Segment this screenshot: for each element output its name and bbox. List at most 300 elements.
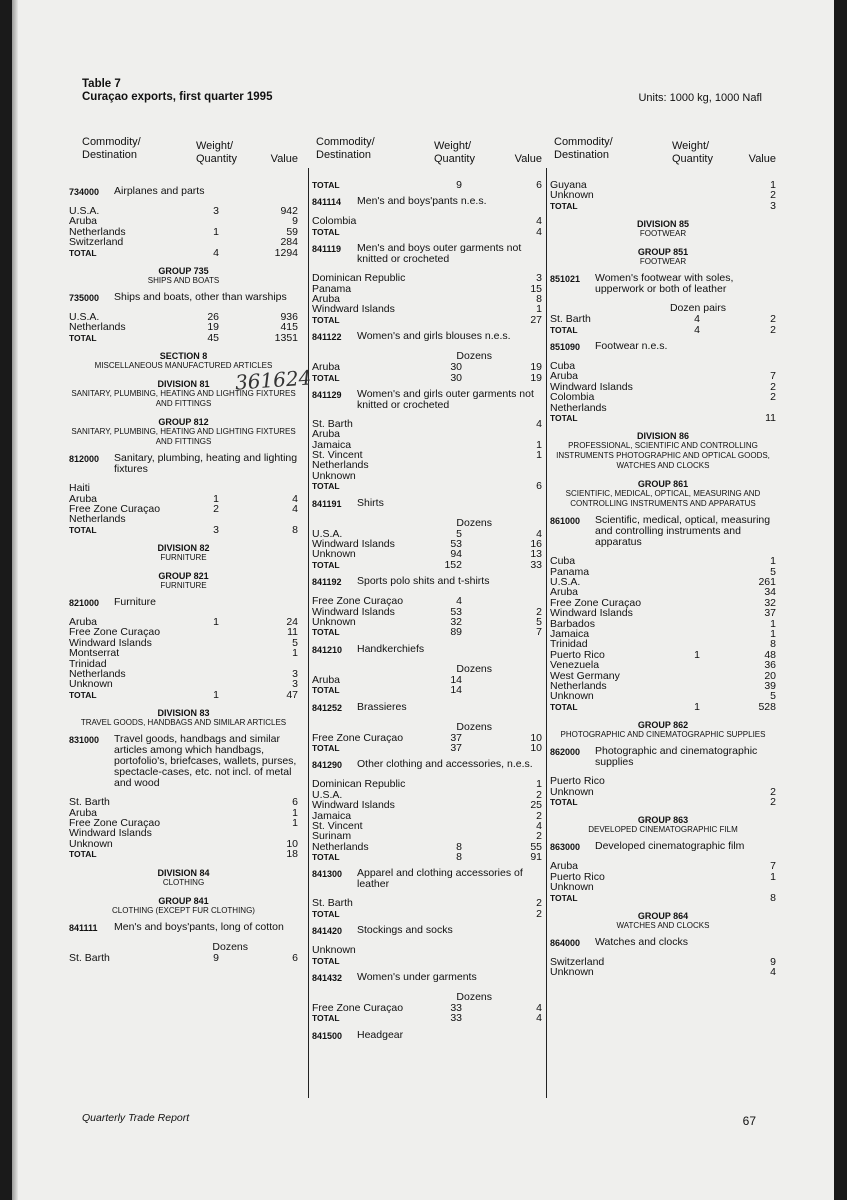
value-cell: 1 (292, 647, 298, 660)
destination-cell: Unknown (69, 837, 113, 850)
destination-cell: Windward Islands (312, 605, 395, 618)
total-row (550, 201, 776, 211)
value-cell: 4 (770, 966, 776, 979)
commodity-code: 841111 (69, 922, 98, 933)
weight-cell: 37 (450, 741, 462, 754)
commodity-code: 841210 (312, 644, 343, 655)
section-subtitle: SHIPS AND BOATS (147, 275, 220, 285)
commodity-heading (312, 389, 542, 411)
destination-cell: Windward Islands (550, 607, 633, 620)
value-cell: 3 (292, 678, 298, 691)
value-cell: 4 (292, 492, 298, 505)
commodity-description: Photographic and cinematographic supplies (595, 745, 758, 769)
value-cell: 4 (536, 1002, 542, 1015)
table-row (312, 733, 542, 743)
commodity-description: Women's and girls outer garments not knitted or crocheted (357, 387, 534, 411)
section-subtitle: FURNITURE (160, 553, 207, 563)
table-row (69, 679, 298, 689)
destination-cell: Dominican Republic (312, 272, 406, 285)
commodity-heading (69, 453, 298, 475)
commodity-description: Women's footwear with soles, upperwork or both of leather (595, 272, 734, 296)
destination-cell: Cuba (550, 555, 576, 568)
value-cell: 6 (536, 179, 542, 191)
value-cell: 91 (530, 851, 542, 864)
commodity-heading (550, 841, 776, 853)
commodity-heading (550, 273, 776, 295)
commodity-code: 841122 (312, 332, 342, 343)
commodity-description: Other clothing and accessories, n.e.s. (357, 758, 533, 771)
section-subtitle: FOOTWEAR (639, 257, 687, 267)
table-column-3 (550, 180, 776, 978)
value-cell: 9 (770, 955, 776, 968)
value-cell: 2 (770, 323, 776, 336)
value-cell: 1 (536, 303, 542, 316)
section-subtitle: SANITARY, PLUMBING, HEATING AND LIGHTING FIXTURES AND FITTINGS (71, 427, 296, 447)
destination-cell: Switzerland (550, 955, 605, 968)
destination-cell: Free Zone Curaçao (550, 596, 642, 609)
value-cell: 33 (530, 558, 542, 571)
value-cell: 25 (530, 799, 542, 812)
section-title: GROUP 735 (158, 265, 209, 276)
weight-cell: 1 (694, 700, 700, 713)
handwritten-note: 361624 (234, 365, 313, 395)
weight-cell: 1 (694, 648, 700, 661)
commodity-heading (312, 576, 542, 588)
destination-cell: Free Zone Curaçao (69, 816, 161, 829)
table-row (312, 842, 542, 852)
table-row (312, 304, 542, 314)
section-subtitle: PHOTOGRAPHIC AND CINEMATOGRAPHIC SUPPLIES (560, 730, 766, 740)
value-cell: 1 (536, 438, 542, 451)
destination-cell: Free Zone Curaçao (312, 1002, 404, 1015)
commodity-heading (69, 186, 298, 198)
section-heading (69, 868, 298, 888)
total-label: TOTAL (550, 701, 578, 712)
commodity-description: Developed cinematographic film (595, 840, 745, 853)
value-cell: 16 (530, 538, 542, 551)
total-row (69, 525, 298, 535)
commodity-description: Headgear (357, 1028, 404, 1041)
value-cell: 5 (292, 636, 298, 649)
commodity-heading (312, 702, 542, 714)
value-cell: 6 (292, 796, 298, 809)
value-cell: 11 (287, 626, 298, 639)
destination-cell: Netherlands (69, 321, 126, 334)
value-cell: 261 (758, 576, 776, 589)
value-cell: 4 (536, 819, 542, 832)
destination-cell: St. Barth (69, 796, 110, 809)
total-row (312, 852, 542, 862)
value-cell: 2 (536, 830, 542, 843)
commodity-code: 851090 (550, 341, 581, 352)
commodity-description: Handkerchiefs (357, 642, 425, 655)
total-label: TOTAL (550, 412, 578, 423)
value-cell: 32 (764, 596, 776, 609)
table-row (550, 577, 776, 587)
commodity-heading (312, 243, 542, 265)
destination-cell: Puerto Rico (550, 775, 605, 788)
value-cell: 1 (770, 555, 776, 568)
destination-cell: Cuba (550, 359, 576, 372)
commodity-heading (550, 746, 776, 768)
page-spine-shadow (12, 0, 18, 1200)
value-cell: 8 (292, 523, 298, 536)
table-row (550, 776, 776, 786)
unit-label: Dozens (456, 350, 492, 363)
value-cell: 7 (770, 370, 776, 383)
table-row (312, 216, 542, 226)
destination-cell: Jamaica (550, 628, 590, 641)
total-row (69, 849, 298, 859)
destination-cell: St. Barth (550, 313, 591, 326)
value-cell: 10 (286, 837, 298, 850)
destination-cell: Aruba (550, 860, 579, 873)
column-divider (308, 168, 309, 1098)
commodity-description: Women's under garments (357, 971, 477, 984)
destination-cell: Jamaica (312, 438, 352, 451)
section-title: DIVISION 86 (636, 431, 690, 442)
value-cell: 6 (536, 480, 542, 493)
value-cell: 2 (536, 605, 542, 618)
total-label: TOTAL (69, 689, 97, 700)
commodity-description: Men's and boys outer garments not knitted or crocheted (357, 242, 522, 266)
table-row (69, 797, 298, 807)
total-label: TOTAL (69, 524, 97, 535)
table-row (550, 787, 776, 797)
value-cell: 39 (764, 679, 776, 692)
weight-cell: 9 (213, 951, 219, 964)
weight-cell: 14 (450, 684, 462, 697)
weight-cell: 4 (694, 313, 700, 326)
commodity-heading (550, 937, 776, 949)
section-subtitle: DEVELOPED CINEMATOGRAPHIC FILM (588, 825, 738, 835)
table-row (69, 483, 298, 493)
value-cell: 4 (536, 527, 542, 540)
destination-cell: U.S.A. (312, 788, 343, 801)
total-row (550, 413, 776, 423)
commodity-description: Men's and boys'pants, long of cotton (114, 920, 284, 933)
table-title: Curaçao exports, first quarter 1995 (82, 91, 273, 103)
value-cell: 415 (280, 321, 298, 334)
commodity-heading (550, 515, 776, 548)
destination-cell: U.S.A. (69, 205, 100, 217)
value-cell: 1 (292, 816, 298, 829)
destination-cell: Aruba (312, 673, 341, 686)
commodity-description: Ships and boats, other than warships (114, 290, 287, 303)
destination-cell: St. Barth (312, 417, 353, 430)
table-row (69, 953, 298, 963)
value-cell: 2 (770, 380, 776, 393)
value-cell: 9 (292, 215, 298, 228)
destination-cell: St. Barth (69, 951, 110, 964)
table-row (312, 675, 542, 685)
weight-cell: 37 (450, 731, 462, 744)
table-row (312, 617, 542, 627)
value-cell: 4 (536, 215, 542, 228)
destination-cell: Aruba (550, 586, 579, 599)
value-cell: 13 (530, 548, 542, 561)
weight-cell: 14 (450, 673, 462, 686)
value-cell: 1 (536, 778, 542, 791)
section-title: DIVISION 82 (157, 543, 210, 554)
table-column-1 (69, 180, 298, 963)
commodity-heading (312, 498, 542, 510)
total-row (69, 690, 298, 700)
commodity-heading (69, 292, 298, 304)
weight-cell: 32 (450, 615, 462, 628)
commodity-code: 821000 (69, 598, 100, 609)
commodity-code: 841129 (312, 389, 342, 400)
commodity-description: Sports polo shits and t-shirts (357, 575, 490, 588)
section-title: GROUP 821 (158, 571, 209, 582)
commodity-heading (312, 972, 542, 984)
section-heading (550, 431, 776, 471)
commodity-code: 831000 (69, 735, 100, 746)
value-cell: 18 (286, 848, 298, 861)
section-title: GROUP 841 (158, 895, 209, 906)
total-row (69, 333, 298, 343)
weight-cell: 53 (450, 538, 462, 551)
weight-cell: 3 (213, 523, 219, 536)
column-header-3: Commodity/ Destination Weight/ Quantity Value (554, 136, 776, 165)
commodity-code: 861000 (550, 516, 581, 527)
commodity-description: Watches and clocks (595, 935, 688, 948)
unit-label: Dozens (456, 516, 492, 529)
unit-label: Dozens (456, 991, 492, 1004)
commodity-code: 841420 (312, 926, 343, 937)
weight-cell: 33 (450, 1002, 462, 1015)
destination-cell: Panama (312, 282, 352, 295)
destination-cell: U.S.A. (550, 576, 581, 589)
table-row (550, 967, 776, 977)
commodity-heading (312, 1030, 542, 1042)
destination-cell: Windward Islands (69, 827, 152, 840)
section-heading (550, 247, 776, 267)
total-label: TOTAL (312, 742, 340, 753)
total-label: TOTAL (312, 955, 340, 966)
section-heading (550, 219, 776, 239)
section-subtitle: FOOTWEAR (639, 229, 687, 239)
destination-cell: Haiti (69, 482, 91, 495)
destination-cell: Aruba (69, 616, 98, 629)
destination-cell: Unknown (312, 469, 356, 482)
total-label: TOTAL (312, 627, 340, 638)
total-row (312, 373, 542, 383)
commodity-code: 851021 (550, 274, 581, 285)
section-subtitle: FURNITURE (160, 581, 207, 591)
section-heading (550, 911, 776, 931)
destination-cell: Aruba (312, 292, 341, 305)
section-subtitle: SCIENTIFIC, MEDICAL, OPTICAL, MEASURING AND CONTROLLING INSTRUMENTS AND APPARATUS (565, 489, 761, 509)
value-cell: 19 (530, 361, 542, 374)
value-cell: 4 (292, 502, 298, 515)
commodity-heading (312, 196, 542, 208)
commodity-heading (69, 597, 298, 609)
section-subtitle: SANITARY, PLUMBING, HEATING AND LIGHTING FIXTURES AND FITTINGS (71, 389, 296, 409)
section-subtitle: MISCELLANEOUS MANUFACTURED ARTICLES (94, 361, 273, 371)
weight-cell: 45 (207, 331, 219, 344)
destination-cell: Windward Islands (312, 799, 395, 812)
total-row (312, 315, 542, 325)
value-cell: 59 (286, 225, 298, 238)
total-label: TOTAL (69, 247, 97, 258)
commodity-description: Stockings and socks (357, 924, 453, 937)
table-row (550, 314, 776, 324)
section-subtitle: TRAVEL GOODS, HANDBAGS AND SIMILAR ARTICLES (80, 718, 287, 728)
value-cell: 47 (286, 688, 298, 701)
destination-cell: Aruba (69, 492, 98, 505)
table-row (312, 945, 542, 955)
value-cell: 1 (292, 806, 298, 819)
commodity-code: 841290 (312, 760, 343, 771)
value-cell: 7 (536, 626, 542, 639)
table-row (312, 419, 542, 429)
commodity-heading (312, 644, 542, 656)
document-page (12, 0, 834, 1200)
section-subtitle: CLOTHING (EXCEPT FUR CLOTHING) (112, 905, 255, 915)
total-label: TOTAL (312, 685, 340, 696)
value-cell: 2 (536, 809, 542, 822)
value-cell: 10 (530, 731, 542, 744)
table-row (312, 549, 542, 559)
commodity-code: 841192 (312, 577, 342, 588)
page-number: 67 (742, 1114, 756, 1128)
destination-cell: Unknown (312, 548, 356, 561)
value-cell: 37 (764, 607, 776, 620)
total-label: TOTAL (312, 1013, 340, 1024)
destination-cell: Netherlands (69, 513, 126, 526)
commodity-description: Apparel and clothing accessories of leather (357, 867, 523, 891)
total-label: TOTAL (312, 908, 340, 919)
total-row (550, 702, 776, 712)
commodity-code: 841500 (312, 1030, 343, 1041)
total-label: TOTAL (69, 332, 97, 343)
destination-cell: Guyana (550, 179, 587, 191)
section-title: GROUP 864 (637, 910, 689, 921)
total-row (312, 227, 542, 237)
value-cell: 34 (764, 586, 776, 599)
table-row (312, 779, 542, 789)
destination-cell: Netherlands (550, 679, 607, 692)
destination-cell: Panama (550, 565, 590, 578)
commodity-heading (312, 868, 542, 890)
destination-cell: U.S.A. (69, 310, 100, 323)
table-row (69, 237, 298, 247)
total-row (312, 180, 542, 190)
destination-cell: Free Zone Curaçao (312, 731, 404, 744)
table-column-2 (312, 180, 542, 1050)
value-cell: 1351 (274, 331, 298, 344)
value-cell: 11 (765, 411, 776, 424)
value-cell: 3 (536, 272, 542, 285)
value-cell: 3 (770, 199, 776, 212)
commodity-description: Furniture (114, 596, 157, 609)
weight-cell: 53 (450, 605, 462, 618)
footer-report-title: Quarterly Trade Report (82, 1112, 190, 1124)
value-cell: 4 (536, 417, 542, 430)
destination-cell: Netherlands (69, 668, 126, 681)
table-row (550, 190, 776, 200)
destination-cell: Puerto Rico (550, 648, 605, 661)
commodity-heading (69, 922, 298, 934)
total-label: TOTAL (550, 324, 578, 335)
destination-cell: Unknown (550, 966, 594, 979)
destination-cell: Netherlands (550, 401, 607, 414)
unit-label: Dozens (212, 940, 248, 953)
column-divider (546, 168, 547, 1098)
destination-cell: Aruba (312, 428, 341, 441)
value-cell: 2 (770, 313, 776, 326)
value-cell: 27 (530, 313, 542, 326)
table-row (550, 361, 776, 371)
section-heading (69, 266, 298, 286)
destination-cell: Aruba (312, 361, 341, 374)
table-row (550, 403, 776, 413)
value-cell: 5 (536, 615, 542, 628)
total-row (312, 627, 542, 637)
value-cell: 5 (770, 690, 776, 703)
value-cell: 2 (770, 785, 776, 798)
commodity-description: Travel goods, handbags and similar articles among which handbags, portofolio's, briefcases, wallets, purses, spectacle-cases, etc. not incl. of metal and wood (114, 733, 297, 790)
value-cell: 8 (536, 292, 542, 305)
commodity-heading (69, 734, 298, 789)
total-label: TOTAL (550, 200, 578, 211)
destination-cell: Unknown (312, 944, 356, 957)
destination-cell: West Germany (550, 669, 620, 682)
destination-cell: Netherlands (312, 840, 369, 853)
commodity-heading (312, 759, 542, 771)
weight-cell: 4 (456, 595, 462, 608)
destination-cell: St. Vincent (312, 819, 363, 832)
table-row (312, 898, 542, 908)
commodity-description: Footwear n.e.s. (595, 339, 668, 352)
section-title: DIVISION 85 (636, 219, 690, 230)
unit-label: Dozens (456, 720, 492, 733)
weight-cell: 3 (213, 205, 219, 217)
value-cell: 55 (530, 840, 542, 853)
total-label: TOTAL (312, 852, 340, 863)
commodity-code: 862000 (550, 747, 581, 758)
value-cell: 2 (536, 897, 542, 910)
value-cell: 1 (770, 617, 776, 630)
table-row (550, 691, 776, 701)
section-subtitle: WATCHES AND CLOCKS (616, 920, 710, 930)
destination-cell: Barbados (550, 617, 595, 630)
destination-cell: Jamaica (312, 809, 352, 822)
destination-cell: Colombia (312, 215, 357, 228)
column-header-2: Commodity/ Destination Weight/ Quantity Value (316, 136, 542, 165)
section-title: DIVISION 84 (157, 867, 210, 878)
weight-cell: 8 (456, 840, 462, 853)
commodity-code: 841300 (312, 869, 343, 880)
commodity-description: Scientific, medical, optical, measuring and controlling instruments and apparatus (595, 514, 771, 549)
destination-cell: Aruba (550, 370, 579, 383)
value-cell: 36 (764, 659, 776, 672)
table-number: Table 7 (82, 78, 121, 90)
value-cell: 3 (292, 668, 298, 681)
table-row (312, 273, 542, 283)
total-row (312, 956, 542, 966)
value-cell: 15 (530, 282, 542, 295)
weight-cell: 1 (213, 225, 219, 238)
table-row (550, 882, 776, 892)
section-title: SECTION 8 (159, 351, 208, 362)
total-label: TOTAL (312, 372, 340, 383)
total-row (312, 909, 542, 919)
value-cell: 5 (770, 565, 776, 578)
section-heading (69, 708, 298, 728)
section-heading (550, 720, 776, 740)
